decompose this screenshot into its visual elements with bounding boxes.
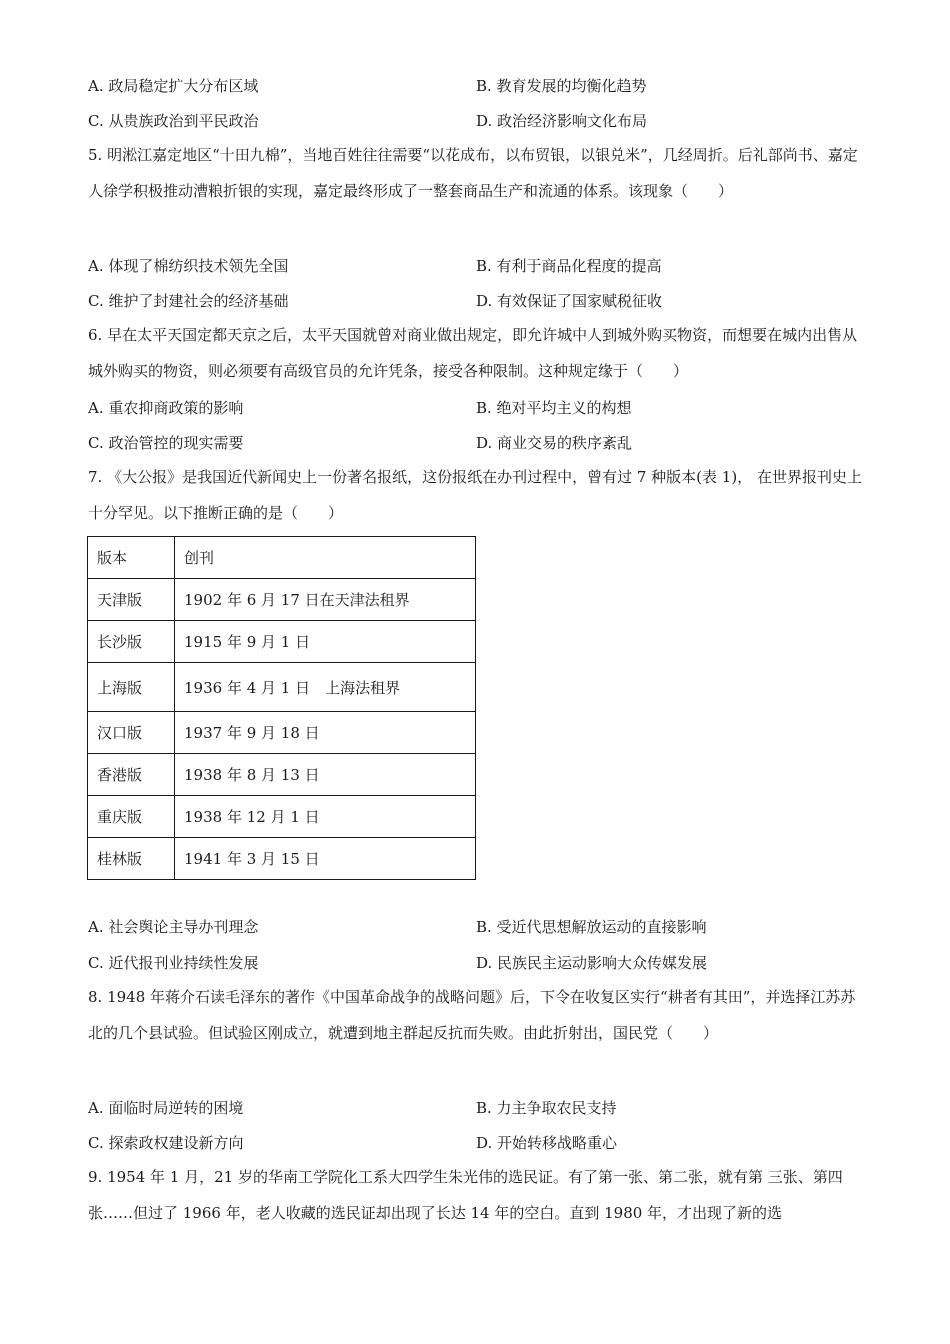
table-cell-date: 1936 年 4 月 1 日 上海法租界 <box>175 663 476 712</box>
table-row <box>88 663 476 712</box>
q8-option-c: C. 探索政权建设新方向 <box>88 1134 244 1152</box>
q5-option-c: C. 维护了封建社会的经济基础 <box>88 292 289 310</box>
q5-option-d: D. 有效保证了国家赋税征收 <box>476 292 663 310</box>
table-row <box>88 754 476 796</box>
table-cell-edition: 汉口版 <box>88 712 175 754</box>
table-cell-date: 1937 年 9 月 18 日 <box>175 712 476 754</box>
q4-option-d: D. 政治经济影响文化布局 <box>476 112 648 130</box>
table-row <box>88 621 476 663</box>
table-cell-date: 1938 年 8 月 13 日 <box>175 754 476 796</box>
q5-option-a: A. 体现了棉纺织技术领先全国 <box>88 257 289 275</box>
q7-option-b: B. 受近代思想解放运动的直接影响 <box>476 918 707 936</box>
table-cell-edition: 香港版 <box>88 754 175 796</box>
table-row <box>88 796 476 838</box>
q8-stem: 8. 1948 年蒋介石读毛泽东的著作《中国革命战争的战略问题》后，下令在收复区实行“耕者有其田”，并选择江苏苏北的几个县试验。但试验区刚成立，就遭到地主群起反抗而失败。由此折射出，国民党（ ） <box>88 988 856 1042</box>
q4-option-c: C. 从贵族政治到平民政治 <box>88 112 259 130</box>
q5-option-b: B. 有利于商品化程度的提高 <box>476 257 662 275</box>
table-cell-date: 1938 年 12 月 1 日 <box>175 796 476 838</box>
table-cell-date: 1941 年 3 月 15 日 <box>175 838 476 880</box>
table-header-row <box>88 537 476 579</box>
table-header-cell: 创刊 <box>175 537 476 579</box>
q6-stem: 6. 早在太平天国定都天京之后，太平天国就曾对商业做出规定，即允许城中人到城外购买物资，而想要在城内出售从城外购买的物资，则必须要有高级官员的允许凭条，接受各种限制。这种规定缘于（ ） <box>88 326 858 380</box>
q7-option-c: C. 近代报刊业持续性发展 <box>88 954 259 972</box>
table-row <box>88 712 476 754</box>
q7-option-d: D. 民族民主运动影响大众传媒发展 <box>476 954 708 972</box>
table-cell-edition: 长沙版 <box>88 621 175 663</box>
q9-stem: 9. 1954 年 1 月，21 岁的华南工学院化工系大四学生朱光伟的选民证。有了第一张、第二张，就有第 三张、第四张……但过了 1966 年，老人收藏的选民证却出现了长达 14 年的空白。直到 1980 年，才出现了新的选 <box>88 1168 843 1222</box>
q6-option-a: A. 重农抑商政策的影响 <box>88 399 244 417</box>
q4-option-a: A. 政局稳定扩大分布区域 <box>88 77 259 95</box>
q8-option-b: B. 力主争取农民支持 <box>476 1099 617 1117</box>
table-header-cell: 版本 <box>88 537 175 579</box>
table-row <box>88 838 476 880</box>
table-cell-edition: 天津版 <box>88 579 175 621</box>
table-cell-edition: 上海版 <box>88 663 175 712</box>
q6-option-c: C. 政治管控的现实需要 <box>88 434 244 452</box>
q8-option-d: D. 开始转移战略重心 <box>476 1134 618 1152</box>
table-cell-edition: 桂林版 <box>88 838 175 880</box>
table-cell-edition: 重庆版 <box>88 796 175 838</box>
table-cell-date: 1915 年 9 月 1 日 <box>175 621 476 663</box>
q8-option-a: A. 面临时局逆转的困境 <box>88 1099 244 1117</box>
q7-stem: 7. 《大公报》是我国近代新闻史上一份著名报纸，这份报纸在办刊过程中，曾有过 7 种版本(表 1)， 在世界报刊史上十分罕见。以下推断正确的是（ ） <box>88 468 862 522</box>
q5-stem: 5. 明淞江嘉定地区“十田九棉”，当地百姓往往需要“以花成布，以布贸银，以银兑米”，几经周折。后礼部尚书、嘉定人徐学积极推动漕粮折银的实现，嘉定最终形成了一整套商品生产和流通的体系。该现象（ ） <box>88 146 858 200</box>
q6-option-b: B. 绝对平均主义的构想 <box>476 399 632 417</box>
q7-option-a: A. 社会舆论主导办刊理念 <box>88 918 259 936</box>
table-row <box>88 579 476 621</box>
q4-option-b: B. 教育发展的均衡化趋势 <box>476 77 647 95</box>
q6-option-d: D. 商业交易的秩序紊乱 <box>476 434 633 452</box>
table-cell-date: 1902 年 6 月 17 日在天津法租界 <box>175 579 476 621</box>
q7-table <box>87 536 476 880</box>
